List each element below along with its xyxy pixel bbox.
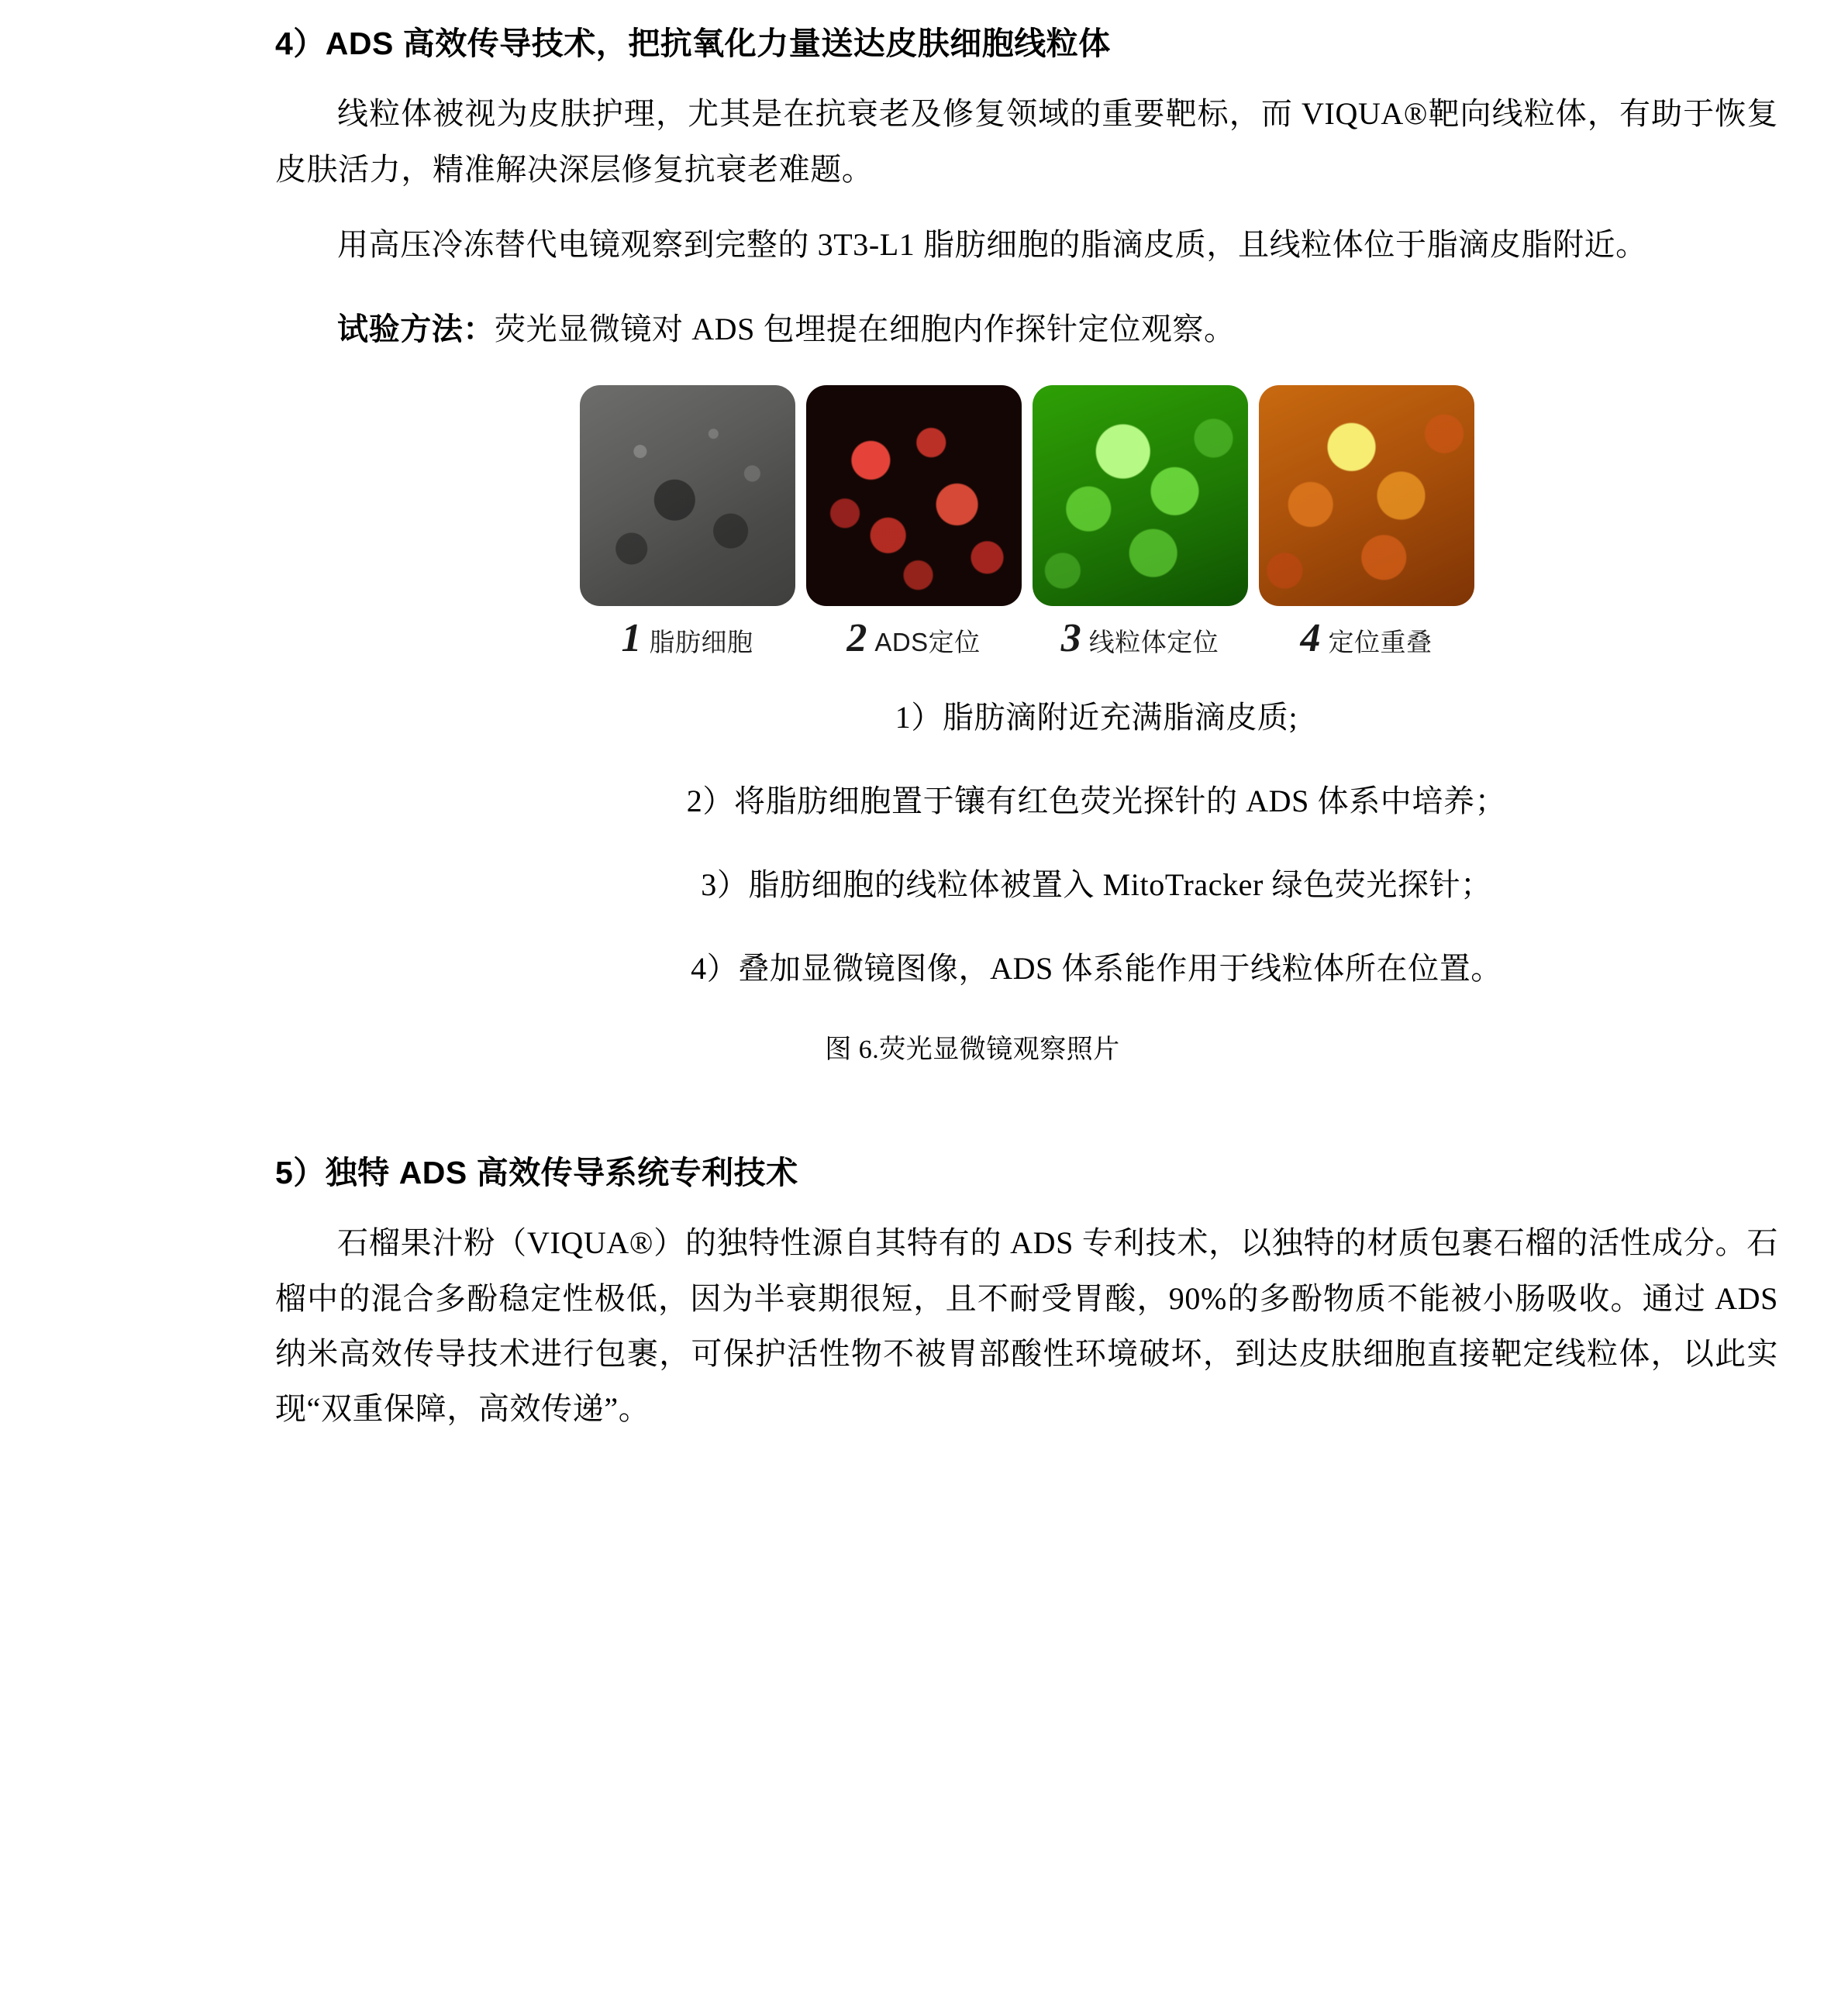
- microscopy-panel-ads-localization: [806, 385, 1022, 606]
- paragraph-ads-patent: 石榴果汁粉（VIQUA®）的独特性源自其特有的 ADS 专利技术，以独特的材质包裹石榴的活性成分。石榴中的混合多酚稳定性极低，因为半衰期很短，且不耐受胃酸，90%的多酚物质不能被小肠吸收。通过 ADS 纳米高效传导技术进行包裹，可保护活性物不被胃部酸性环境破坏，到达皮肤细胞直接靶定线粒体，以此实现“双重保障，高效传递”。: [275, 1225, 1778, 1426]
- list-item: 1）脂肪滴附近充满脂滴皮质;: [895, 699, 1298, 735]
- cell-texture: [580, 385, 795, 606]
- paragraph-cryo-observation: 用高压冷冻替代电镜观察到完整的 3T3-L1 脂肪细胞的脂滴皮质，且线粒体位于脂滴皮脂附近。: [337, 226, 1647, 262]
- section-spacer: [275, 1066, 1778, 1151]
- panel-caption: [1259, 615, 1474, 660]
- microscopy-panel-mitochondria-localization: [1033, 385, 1248, 606]
- list-item: 3）脂肪细胞的线粒体被置入 MitoTracker 绿色荧光探针；: [701, 866, 1492, 902]
- panel-label: ADS定位: [874, 627, 981, 656]
- panel-caption: [1033, 615, 1248, 660]
- panel-label: 定位重叠: [1328, 627, 1433, 656]
- panel-caption: [806, 615, 1022, 660]
- panel-number: 3: [1060, 615, 1081, 660]
- panel-number: 2: [846, 615, 867, 660]
- cell-texture: [806, 385, 1022, 606]
- panel-number: 1: [621, 615, 642, 660]
- panel-caption-row: [275, 615, 1778, 660]
- cell-texture: [1033, 385, 1248, 606]
- cell-texture: [1259, 385, 1474, 606]
- panel-label: 脂肪细胞: [649, 627, 753, 656]
- list-item: 4）叠加显微镜图像，ADS 体系能作用于线粒体所在位置。: [691, 950, 1502, 986]
- panel-caption: [580, 615, 795, 660]
- microscopy-panel-overlay: [1259, 385, 1474, 606]
- figure-caption: 图 6.荧光显微镜观察照片: [825, 1035, 1120, 1064]
- method-text: 荧光显微镜对 ADS 包埋提在细胞内作探针定位观察。: [495, 311, 1236, 346]
- list-item: 2）将脂肪细胞置于镶有红色荧光探针的 ADS 体系中培养；: [686, 783, 1507, 818]
- paragraph-mitochondria-target: 线粒体被视为皮肤护理，尤其是在抗衰老及修复领域的重要靶标，而 VIQUA®靶向线粒体，有助于恢复皮肤活力，精准解决深层修复抗衰老难题。: [275, 96, 1778, 187]
- panel-number: 4: [1300, 615, 1321, 660]
- figure-step-list: [275, 693, 1778, 994]
- section-heading-ads-patent: 5）独特 ADS 高效传导系统专利技术: [275, 1154, 798, 1190]
- method-line: [275, 303, 1778, 356]
- section-heading-ads-delivery: 4）ADS 高效传导技术，把抗氧化力量送达皮肤细胞线粒体: [275, 26, 1111, 61]
- microscopy-panel-row: [275, 385, 1778, 606]
- microscopy-panel-adipocyte: [580, 385, 795, 606]
- panel-label: 线粒体定位: [1088, 627, 1219, 656]
- figure-microscopy: [275, 385, 1778, 1066]
- method-label: 试验方法：: [337, 311, 495, 346]
